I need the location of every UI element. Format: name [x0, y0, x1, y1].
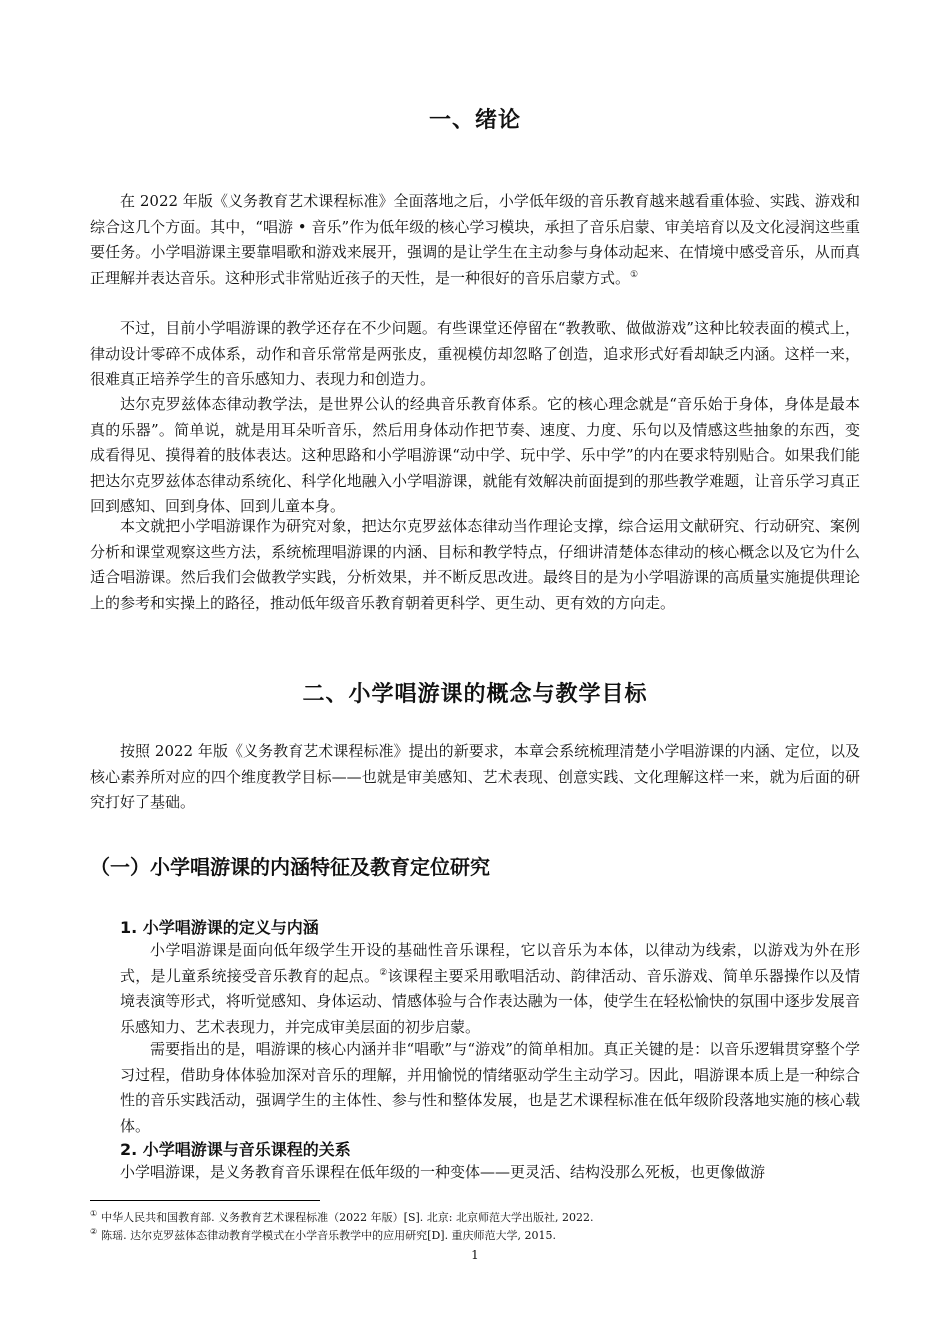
subsection-1-paragraph-1: [120, 938, 860, 1040]
footnote-divider: [90, 1200, 320, 1201]
chapter-1-title: 一、绪论: [428, 108, 521, 133]
paragraph-text-a: 小学唱游课是面向低年级学生开设的基础性音乐课程，它以音乐为本体，以律动为线索，以游戏为外在形式，是儿童系统接受音乐教育的起点。: [120, 941, 860, 985]
paragraph-text: 在 2022 年版《义务教育艺术课程标准》全面落地之后，小学低年级的音乐教育越来越看重体验、实践、游戏和综合这几个方面。其中，“唱游 • 音乐”作为低年级的核心学习模块，承担了音乐启蒙、审美培育以及文化浸润这些重要任务。小学唱游课主要靠唱歌和游戏来展开，强调的是让学生在主动参与身体动起来、在情境中感受音乐，从而真正理解并表达音乐。这种形式非常贴近孩子的天性，是一种很好的音乐启蒙方式。: [90, 192, 860, 287]
chapter-2-title: 二、小学唱游课的概念与教学目标: [302, 682, 648, 707]
chapter-1-paragraph-2: 不过，目前小学唱游课的教学还存在不少问题。有些课堂还停留在“教教歌、做做游戏”这种比较表面的模式上，律动设计零碎不成体系，动作和音乐常常是两张皮，重视模仿却忽略了创造，追求形式好看却缺乏内涵。这样一来，很难真正培养学生的音乐感知力、表现力和创造力。: [90, 319, 860, 389]
footnote-mark: ①: [90, 1209, 98, 1219]
footnote-text: 中华人民共和国教育部. 义务教育艺术课程标准（2022 年版）[S]. 北京: 北京师范大学出版社, 2022.: [101, 1211, 594, 1224]
footnote-mark: ②: [90, 1227, 98, 1237]
subsection-2-paragraph-1: 小学唱游课，是义务教育音乐课程在低年级的一种变体——更灵活、结构没那么死板，也更像做游: [120, 1163, 766, 1181]
paragraph-text-b: 该课程主要采用歌唱活动、韵律活动、音乐游戏、简单乐器操作以及情境表演等形式，将听觉感知、身体运动、情感体验与合作表达融为一体，使学生在轻松愉快的氛围中逐步发展音乐感知力、艺术表现力，并完成审美层面的初步启蒙。: [120, 966, 860, 1036]
chapter-1-paragraph-3: 达尔克罗兹体态律动教学法，是世界公认的经典音乐教育体系。它的核心理念就是“音乐始于身体，身体是最本真的乐器”。简单说，就是用耳朵听音乐，然后用身体动作把节奏、速度、力度、乐句以及情感这些抽象的东西，变成看得见、摸得着的肢体表达。这种思路和小学唱游课“动中学、玩中学、乐中学”的内在要求特别贴合。如果我们能把达尔克罗兹体态律动系统化、科学化地融入小学唱游课，就能有效解决前面提到的那些教学难题，让音乐学习真正回到感知、回到身体、回到儿童本身。: [90, 395, 860, 516]
footnote-ref-1: ①: [630, 269, 639, 280]
subsection-1-paragraph-2: 需要指出的是，唱游课的核心内涵并非“唱歌”与“游戏”的简单相加。真正关键的是：以音乐逻辑贯穿整个学习过程，借助身体体验加深对音乐的理解，并用愉悦的情绪驱动学生主动学习。因此，唱游课本质上是一种综合性的音乐实践活动，强调学生的主体性、参与性和整体发展，也是艺术课程标准在低年级阶段落地实施的核心载体。: [120, 1040, 860, 1135]
page-number: 1: [471, 1248, 479, 1262]
chapter-2-paragraph-1: 按照 2022 年版《义务教育艺术课程标准》提出的新要求，本章会系统梳理清楚小学唱游课的内涵、定位，以及核心素养所对应的四个维度教学目标——也就是审美感知、艺术表现、创意实践、文化理解这样一来，就为后面的研究打好了基础。: [90, 742, 860, 812]
subsection-1-title: 1. 小学唱游课的定义与内涵: [120, 918, 319, 937]
footnote-text: 陈瑶. 达尔克罗兹体态律动教育学模式在小学音乐教学中的应用研究[D]. 重庆师范大学, 2015.: [101, 1229, 557, 1242]
footnote-2: [90, 1228, 870, 1244]
section-1-title: （一）小学唱游课的内涵特征及教育定位研究: [90, 855, 490, 879]
subsection-2-title: 2. 小学唱游课与音乐课程的关系: [120, 1140, 351, 1159]
footnote-ref-2: ②: [379, 967, 388, 978]
footnote-1: [90, 1210, 870, 1226]
chapter-1-paragraph-1: [90, 189, 860, 291]
chapter-1-paragraph-4: 本文就把小学唱游课作为研究对象，把达尔克罗兹体态律动当作理论支撑，综合运用文献研究、行动研究、案例分析和课堂观察这些方法，系统梳理唱游课的内涵、目标和教学特点，仔细讲清楚体态律动的核心概念以及它为什么适合唱游课。然后我们会做教学实践，分析效果，并不断反思改进。最终目的是为小学唱游课的高质量实施提供理论上的参考和实操上的路径，推动低年级音乐教育朝着更科学、更生动、更有效的方向走。: [90, 517, 860, 612]
